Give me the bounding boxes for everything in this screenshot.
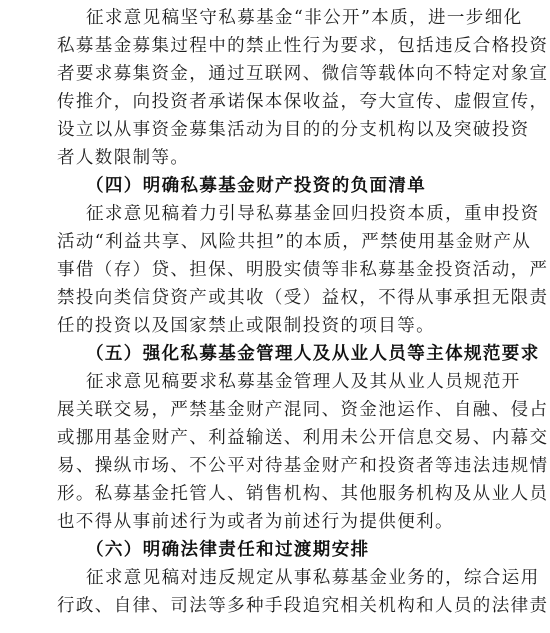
paragraph-line: 者人数限制等。 <box>57 148 190 168</box>
section-heading-5: （五）强化私募基金管理人及从业人员等主体规范要求 <box>86 344 540 364</box>
paragraph-line: 易、操纵市场、不公平对待基金财产和投资者等违法违规情 <box>57 456 549 476</box>
paragraph-line: 行政、自律、司法等多种手段追究相关机构和人员的法律责 <box>57 596 549 616</box>
paragraph-line: 征求意见稿对违反规定从事私募基金业务的，综合运用 <box>86 568 540 588</box>
section-heading-6: （六）明确法律责任和过渡期安排 <box>86 540 370 560</box>
paragraph-line: 形。私募基金托管人、销售机构、其他服务机构及从业人员 <box>57 484 549 504</box>
paragraph-line: 活动“利益共享、风险共担”的本质，严禁使用基金财产从 <box>57 232 532 252</box>
paragraph-line: 设立以从事资金募集活动为目的的分支机构以及突破投资 <box>57 120 530 140</box>
paragraph-line: 者要求募集资金，通过互联网、微信等载体向不特定对象宣 <box>57 64 549 84</box>
paragraph-line: 征求意见稿着力引导私募基金回归投资本质，重申投资 <box>86 204 540 224</box>
paragraph-line: 征求意见稿坚守私募基金“非公开”本质，进一步细化 <box>86 8 523 28</box>
paragraph-line: 事借（存）贷、担保、明股实债等非私募基金投资活动，严 <box>57 260 549 280</box>
paragraph-line: 征求意见稿要求私募基金管理人及其从业人员规范开 <box>86 372 521 392</box>
paragraph-line: 展关联交易，严禁基金财产混同、资金池运作、自融、侵占 <box>57 400 549 420</box>
paragraph-line: 私募基金募集过程中的禁止性行为要求，包括违反合格投资 <box>57 36 549 56</box>
paragraph-line: 禁投向类信贷资产或其收（受）益权，不得从事承担无限责 <box>57 288 549 308</box>
paragraph-line: 或挪用基金财产、利益输送、利用未公开信息交易、内幕交 <box>57 428 549 448</box>
paragraph-line: 也不得从事前述行为或者为前述行为提供便利。 <box>57 512 454 532</box>
paragraph-line: 传推介，向投资者承诺保本保收益，夸大宣传、虚假宣传， <box>57 92 549 112</box>
section-heading-4: （四）明确私募基金财产投资的负面清单 <box>86 176 427 196</box>
paragraph-line: 任的投资以及国家禁止或限制投资的项目等。 <box>57 316 435 336</box>
